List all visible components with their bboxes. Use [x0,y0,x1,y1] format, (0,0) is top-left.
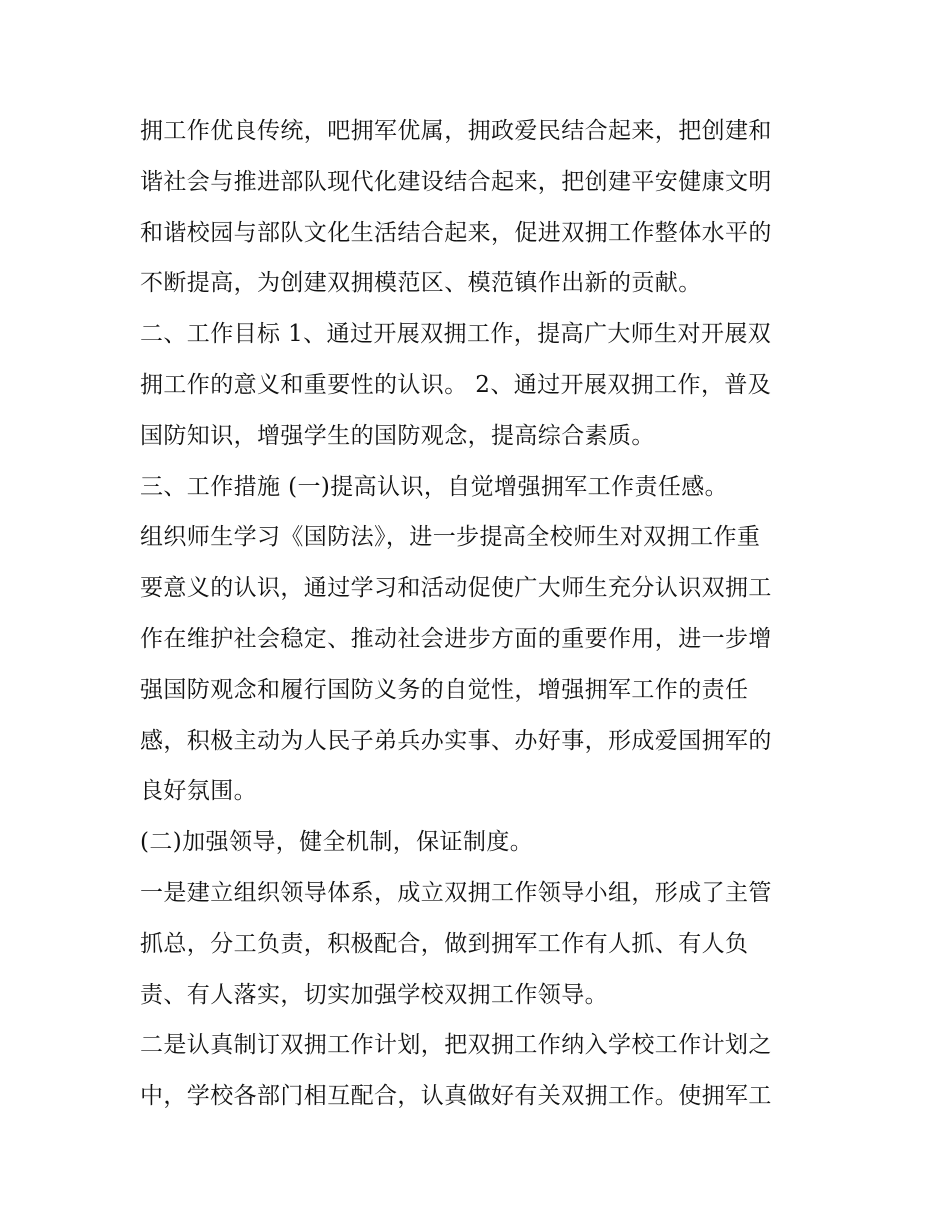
text-line: 抓总，分工负责，积极配合，做到拥军工作有人抓、有人负 [140,930,749,957]
text-line: 强国防观念和履行国防义务的自觉性，增强拥军工作的责任 [140,676,749,703]
text-line: 谐社会与推进部队现代化建设结合起来，把创建平安健康文明 [140,168,772,195]
text-line: 良好氛围。 [140,778,257,805]
text-line: 二是认真制订双拥工作计划，把双拥工作纳入学校工作计划之 [140,1032,772,1059]
text-line: 拥工作优良传统，吧拥军优属，拥政爱民结合起来，把创建和 [140,118,772,144]
text-line: 责、有人落实，切实加强学校双拥工作领导。 [140,981,608,1008]
text-line: 不断提高，为创建双拥模范区、模范镇作出新的贡献。 [140,270,702,297]
text-line: 拥工作的意义和重要性的认识。 2、通过开展双拥工作，普及 [140,371,772,398]
section-heading-goals: 二、工作目标 1、通过开展双拥工作，提高广大师生对开展双 [140,321,772,348]
text-line: 中，学校各部门相互配合，认真做好有关双拥工作。使拥军工 [140,1083,772,1110]
text-line: 和谐校园与部队文化生活结合起来，促进双拥工作整体水平的 [140,219,772,246]
text-line: 一是建立组织领导体系，成立双拥工作领导小组，形成了主管 [140,879,772,906]
text-line: 国防知识，增强学生的国防观念，提高综合素质。 [140,422,655,449]
document-body [140,106,812,1122]
text-line: 作在维护社会稳定、推动社会进步方面的重要作用，进一步增 [140,625,772,652]
text-line: 组织师生学习《国防法》，进一步提高全校师生对双拥工作重 [140,524,761,551]
text-line: 感，积极主动为人民子弟兵办实事、办好事，形成爱国拥军的 [140,727,772,754]
section-heading-measures: 三、工作措施 (一)提高认识，自觉增强拥军工作责任感。 [140,473,729,500]
text-line: 要意义的认识，通过学习和活动促使广大师生充分认识双拥工 [140,575,772,602]
subsection-heading-leadership: (二)加强领导，健全机制，保证制度。 [140,829,534,856]
